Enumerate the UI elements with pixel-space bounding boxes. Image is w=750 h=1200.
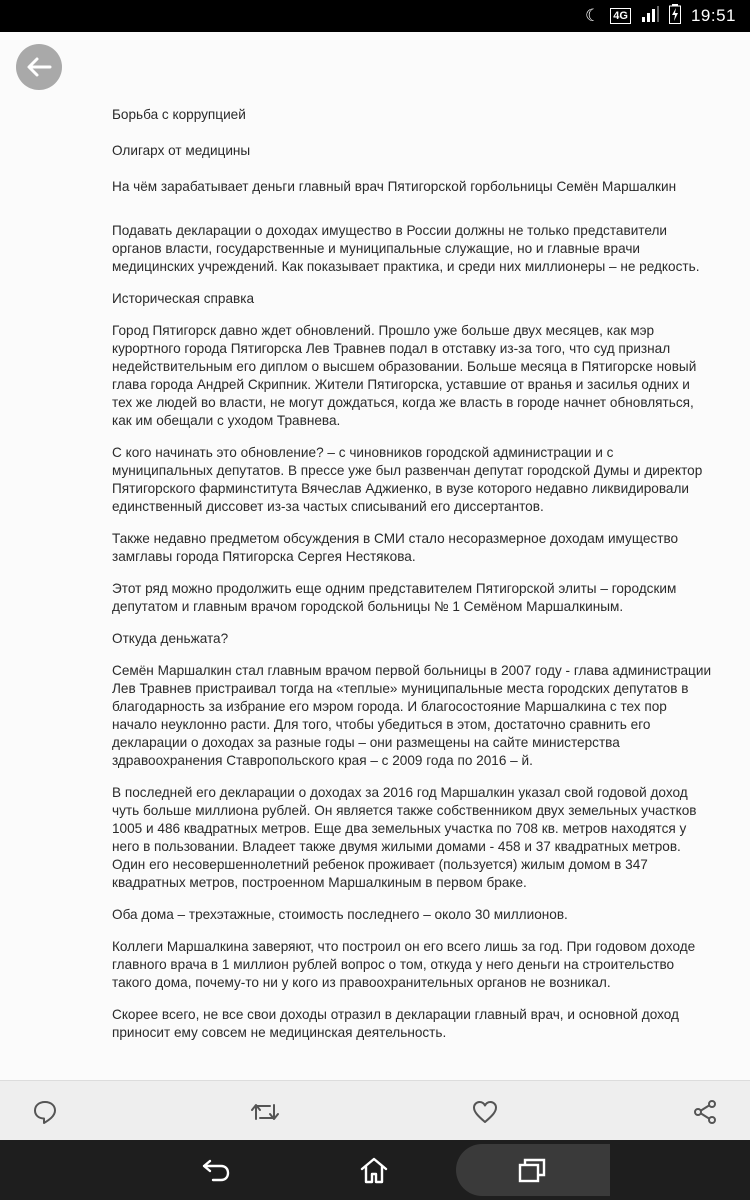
network-type-badge: 4G xyxy=(610,8,631,24)
status-bar xyxy=(0,0,750,32)
tweet-action-bar xyxy=(0,1080,750,1141)
doc-paragraph: С кого начинать это обновление? – с чиновников городской администрации и с муниципальных депутатов. В прессе уже был развенчан депутат городской Думы и директор Пятигорского фарминститута Вячеслав Аджиенко, в вузе которого недавно ликвидировали единственный диссовет из-за частых списываний его диссертантов. xyxy=(112,445,703,514)
back-button[interactable] xyxy=(16,44,62,90)
nav-recent-apps-button[interactable] xyxy=(492,1150,572,1190)
doc-paragraph: Также недавно предметом обсуждения в СМИ стало несоразмерное доходам имущество замглавы города Пятигорска Сергея Нестякова. xyxy=(112,531,679,564)
like-button[interactable] xyxy=(470,1097,500,1127)
do-not-disturb-moon-icon: ☾ xyxy=(585,6,601,25)
nav-back-button[interactable] xyxy=(176,1150,256,1190)
system-navigation-bar xyxy=(0,1140,750,1200)
doc-paragraph: Подавать декларации о доходах имущество в России должны не только представители органов власти, государственные и муниципальные служащие, но и главные врачи медицинских учреждений. Как показывает практика, и среди них миллионеры – не редкость. xyxy=(112,223,700,274)
doc-subheading: Откуда деньжата? xyxy=(112,631,229,646)
document-page xyxy=(112,106,712,1056)
doc-paragraph: В последней его декларации о доходах за 2016 год Маршалкин указал свой годовой доход чуть больше миллиона рублей. Он является также собственником двух земельных участков 1005 и 486 квадратных метров. Еще два земельных участка по 708 кв. метров находятся у него в пользовании. Владеет также двумя жилыми домами - 458 и 37 квадратных метров. Один его несовершеннолетний ребенок проживает (пользуется) жилым домом в 347 квадратных метров, построенном Маршалкиным в первом браке. xyxy=(112,785,697,890)
doc-section-heading: Борьба с коррупцией xyxy=(112,107,246,122)
reply-button[interactable] xyxy=(30,1097,60,1127)
recent-apps-icon xyxy=(517,1156,547,1184)
doc-title: Олигарх от медицины xyxy=(112,143,251,158)
doc-paragraph: Город Пятигорск давно ждет обновлений. Прошло уже больше двух месяцев, как мэр курортного города Пятигорска Лев Травнев подал в отставку из-за того, что суд признал недействительным его диплом о высшем образовании. Больше месяца в Пятигорске новый глава города Андрей Скрипник. Жители Пятигорска, уставшие от вранья и засилья одних и тех же людей во власти, не могут дождаться, когда же власть в городе начнет обновляться, как им обещали с уходом Травнева. xyxy=(112,323,697,428)
heart-icon xyxy=(472,1100,498,1124)
doc-subtitle: На чём зарабатывает деньги главный врач Пятигорской горбольницы Семён Маршалкин xyxy=(112,179,677,194)
back-arrow-icon xyxy=(26,56,52,78)
comment-icon xyxy=(32,1099,58,1125)
doc-paragraph: Коллеги Маршалкина заверяют, что построил он его всего лишь за год. При годовом доходе главного врача в 1 миллион рублей вопрос о том, откуда у него деньги на строительство такого дома, почему-то ни у кого из правоохранительных органов не возникал. xyxy=(112,939,696,990)
doc-subheading: Историческая справка xyxy=(112,291,255,306)
doc-paragraph: Этот ряд можно продолжить еще одним представителем Пятигорской элиты – городским депутатом и главным врачом городской больницы № 1 Семёном Маршалкиным. xyxy=(112,581,677,614)
doc-paragraph: Скорее всего, не все свои доходы отразил в декларации главный врач, и основной доход приносит ему совсем не медицинская деятельность. xyxy=(112,1007,679,1040)
retweet-icon xyxy=(250,1099,280,1125)
share-icon xyxy=(693,1099,717,1125)
retweet-button[interactable] xyxy=(250,1097,280,1127)
clock: 19:51 xyxy=(690,6,736,25)
battery-charging-icon xyxy=(669,4,681,29)
doc-paragraph: Оба дома – трехэтажные, стоимость последнего – около 30 миллионов. xyxy=(112,907,568,922)
signal-icon xyxy=(641,6,659,27)
home-icon xyxy=(359,1156,389,1184)
nav-back-icon xyxy=(201,1157,231,1183)
nav-home-button[interactable] xyxy=(334,1150,414,1190)
doc-paragraph: Семён Маршалкин стал главным врачом первой больницы в 2007 году - глава администрации Лев Травнев пристраивал тогда на «теплые» муниципальные места городских депутатов в благодарность за избрание его мэром города. И благосостояние Маршалкина с тех пор начало неуклонно расти. Для того, чтобы убедиться в этом, достаточно сравнить его декларации о доходах за разные годы – они размещены на сайте министерства здравоохранения Ставропольского края – с 2009 года по 2016 – й. xyxy=(112,663,712,768)
document-image xyxy=(0,32,750,1080)
share-button[interactable] xyxy=(690,1097,720,1127)
